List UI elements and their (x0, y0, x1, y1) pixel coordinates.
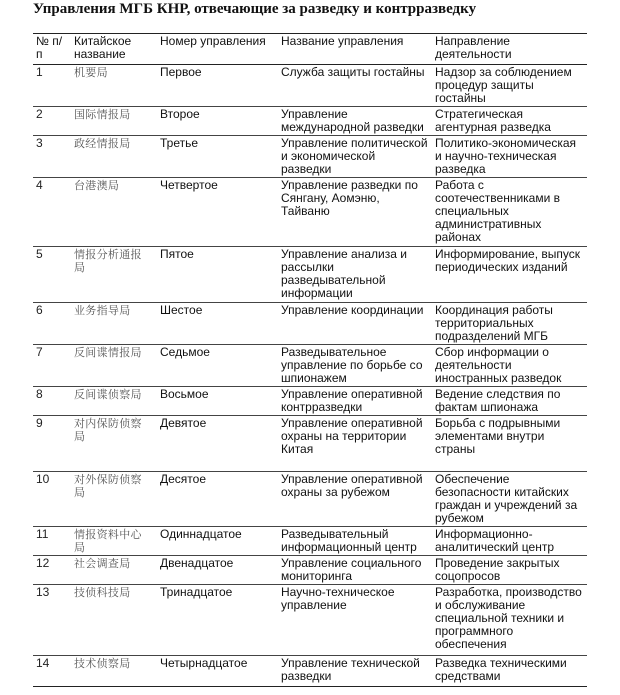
row-department-number: Четвертое (160, 178, 218, 192)
row-department-number: Седьмое (160, 345, 210, 359)
row-direction: Ведение следствия по фактам шпионажа (435, 387, 561, 414)
row-department-number: Пятое (160, 247, 194, 261)
table-row (33, 585, 587, 656)
row-number: 8 (36, 387, 43, 401)
row-department-name: Управление анализа и рассылки разведывательной информации (281, 247, 407, 300)
table-row (33, 107, 587, 136)
row-direction: Координация работы территориальных подразделений МГБ (435, 303, 553, 343)
row-chinese-name: 技侦科技局 (74, 586, 131, 599)
row-number: 6 (36, 303, 43, 317)
row-chinese-name: 反间谍情报局 (74, 346, 142, 359)
row-number: 3 (36, 136, 43, 150)
table-row (33, 345, 587, 387)
table-row (33, 303, 587, 345)
row-department-number: Одиннадцатое (160, 527, 242, 541)
row-direction: Обеспечение безопасности китайских граждан и учреждений за рубежом (435, 472, 578, 525)
page-title: Управления МГБ КНР, отвечающие за разведку и контрразведку (33, 1, 477, 17)
row-direction: Сбор информации о деятельности иностранных разведок (435, 345, 562, 385)
row-chinese-name: 社会调查局 (74, 557, 131, 570)
table-row (33, 416, 587, 472)
table-row (33, 65, 587, 107)
row-chinese-name: 反间谍侦察局 (74, 388, 142, 401)
departments-table (33, 33, 587, 687)
table-row (33, 556, 587, 585)
header-department-name: Название управления (281, 34, 404, 48)
row-number: 2 (36, 107, 43, 121)
row-department-number: Девятое (160, 416, 207, 430)
row-department-name: Управление разведки по Сянгану, Аомэню, Тайваню (281, 178, 418, 218)
row-number: 1 (36, 65, 43, 79)
row-chinese-name: 情报分析通报局 (74, 248, 142, 274)
table-header-row (33, 34, 587, 65)
table-row (33, 136, 587, 178)
table-row (33, 387, 587, 416)
row-chinese-name: 国际情报局 (74, 108, 131, 121)
row-department-number: Тринадцатое (160, 585, 233, 599)
row-chinese-name: 政经情报局 (74, 137, 131, 150)
row-department-name: Управление социального мониторинга (281, 556, 422, 583)
row-chinese-name: 机要局 (74, 66, 108, 79)
table-row (33, 472, 587, 527)
row-number: 5 (36, 247, 43, 261)
row-department-name: Служба защиты гостайны (281, 65, 425, 79)
row-direction: Информационно-аналитический центр (435, 527, 555, 554)
row-chinese-name: 业务指导局 (74, 304, 131, 317)
row-department-number: Первое (160, 65, 202, 79)
row-direction: Разработка, производство и обслуживание специальной техники и программного обеспечения (435, 585, 582, 651)
row-direction: Разведка техническими средствами (435, 656, 567, 683)
row-direction: Информирование, выпуск периодических изданий (435, 247, 580, 274)
row-number: 4 (36, 178, 43, 192)
row-department-name: Управление технической разведки (281, 656, 420, 683)
row-department-name: Разведывательное управление по борьбе со шпионажем (281, 345, 423, 385)
row-department-number: Восьмое (160, 387, 209, 401)
row-number: 11 (36, 527, 49, 541)
row-number: 14 (36, 656, 50, 670)
row-number: 7 (36, 345, 43, 359)
row-department-name: Управление оперативной охраны за рубежом (281, 472, 423, 499)
row-chinese-name: 技术侦察局 (74, 657, 131, 670)
row-department-number: Десятое (160, 472, 207, 486)
row-chinese-name: 情报资料中心局 (74, 528, 142, 554)
row-department-name: Управление оперативной охраны на территории Китая (281, 416, 423, 456)
row-direction: Борьба с подрывными элементами внутри страны (435, 416, 561, 456)
table-row (33, 527, 587, 556)
row-department-number: Четырнадцатое (160, 656, 248, 670)
row-department-name: Научно-техническое управление (281, 585, 395, 612)
row-number: 13 (36, 585, 50, 599)
header-department-number: Номер управления (160, 34, 266, 48)
header-chinese-name: Китайское название (74, 34, 132, 61)
row-number: 12 (36, 556, 50, 570)
row-department-name: Разведывательный информационный центр (281, 527, 417, 554)
row-direction: Надзор за соблюдением процедур защиты гостайны (435, 65, 572, 105)
header-direction: Направление деятельности (435, 34, 512, 61)
row-chinese-name: 对内保防侦察局 (74, 417, 142, 443)
header-number: № п/п (36, 34, 63, 61)
row-direction: Стратегическая агентурная разведка (435, 107, 551, 134)
row-department-number: Второе (160, 107, 200, 121)
row-direction: Работа с соотечественниками в специальных административных районах (435, 178, 560, 244)
row-department-name: Управление международной разведки (281, 107, 424, 134)
row-department-number: Шестое (160, 303, 203, 317)
table-row (33, 247, 587, 303)
row-department-number: Третье (160, 136, 199, 150)
row-number: 9 (36, 416, 43, 430)
row-direction: Проведение закрытых соцопросов (435, 556, 560, 583)
row-direction: Политико-экономическая и научно-техническая разведка (435, 136, 577, 176)
table-row (33, 178, 587, 247)
row-chinese-name: 对外保防侦察局 (74, 473, 142, 499)
row-department-number: Двенадцатое (160, 556, 234, 570)
row-department-name: Управление оперативной контрразведки (281, 387, 423, 414)
table-row (33, 656, 587, 687)
row-number: 10 (36, 472, 50, 486)
row-chinese-name: 台港澳局 (74, 179, 120, 192)
row-department-name: Управление политической и экономической разведки (281, 136, 428, 176)
row-department-name: Управление координации (281, 303, 424, 317)
